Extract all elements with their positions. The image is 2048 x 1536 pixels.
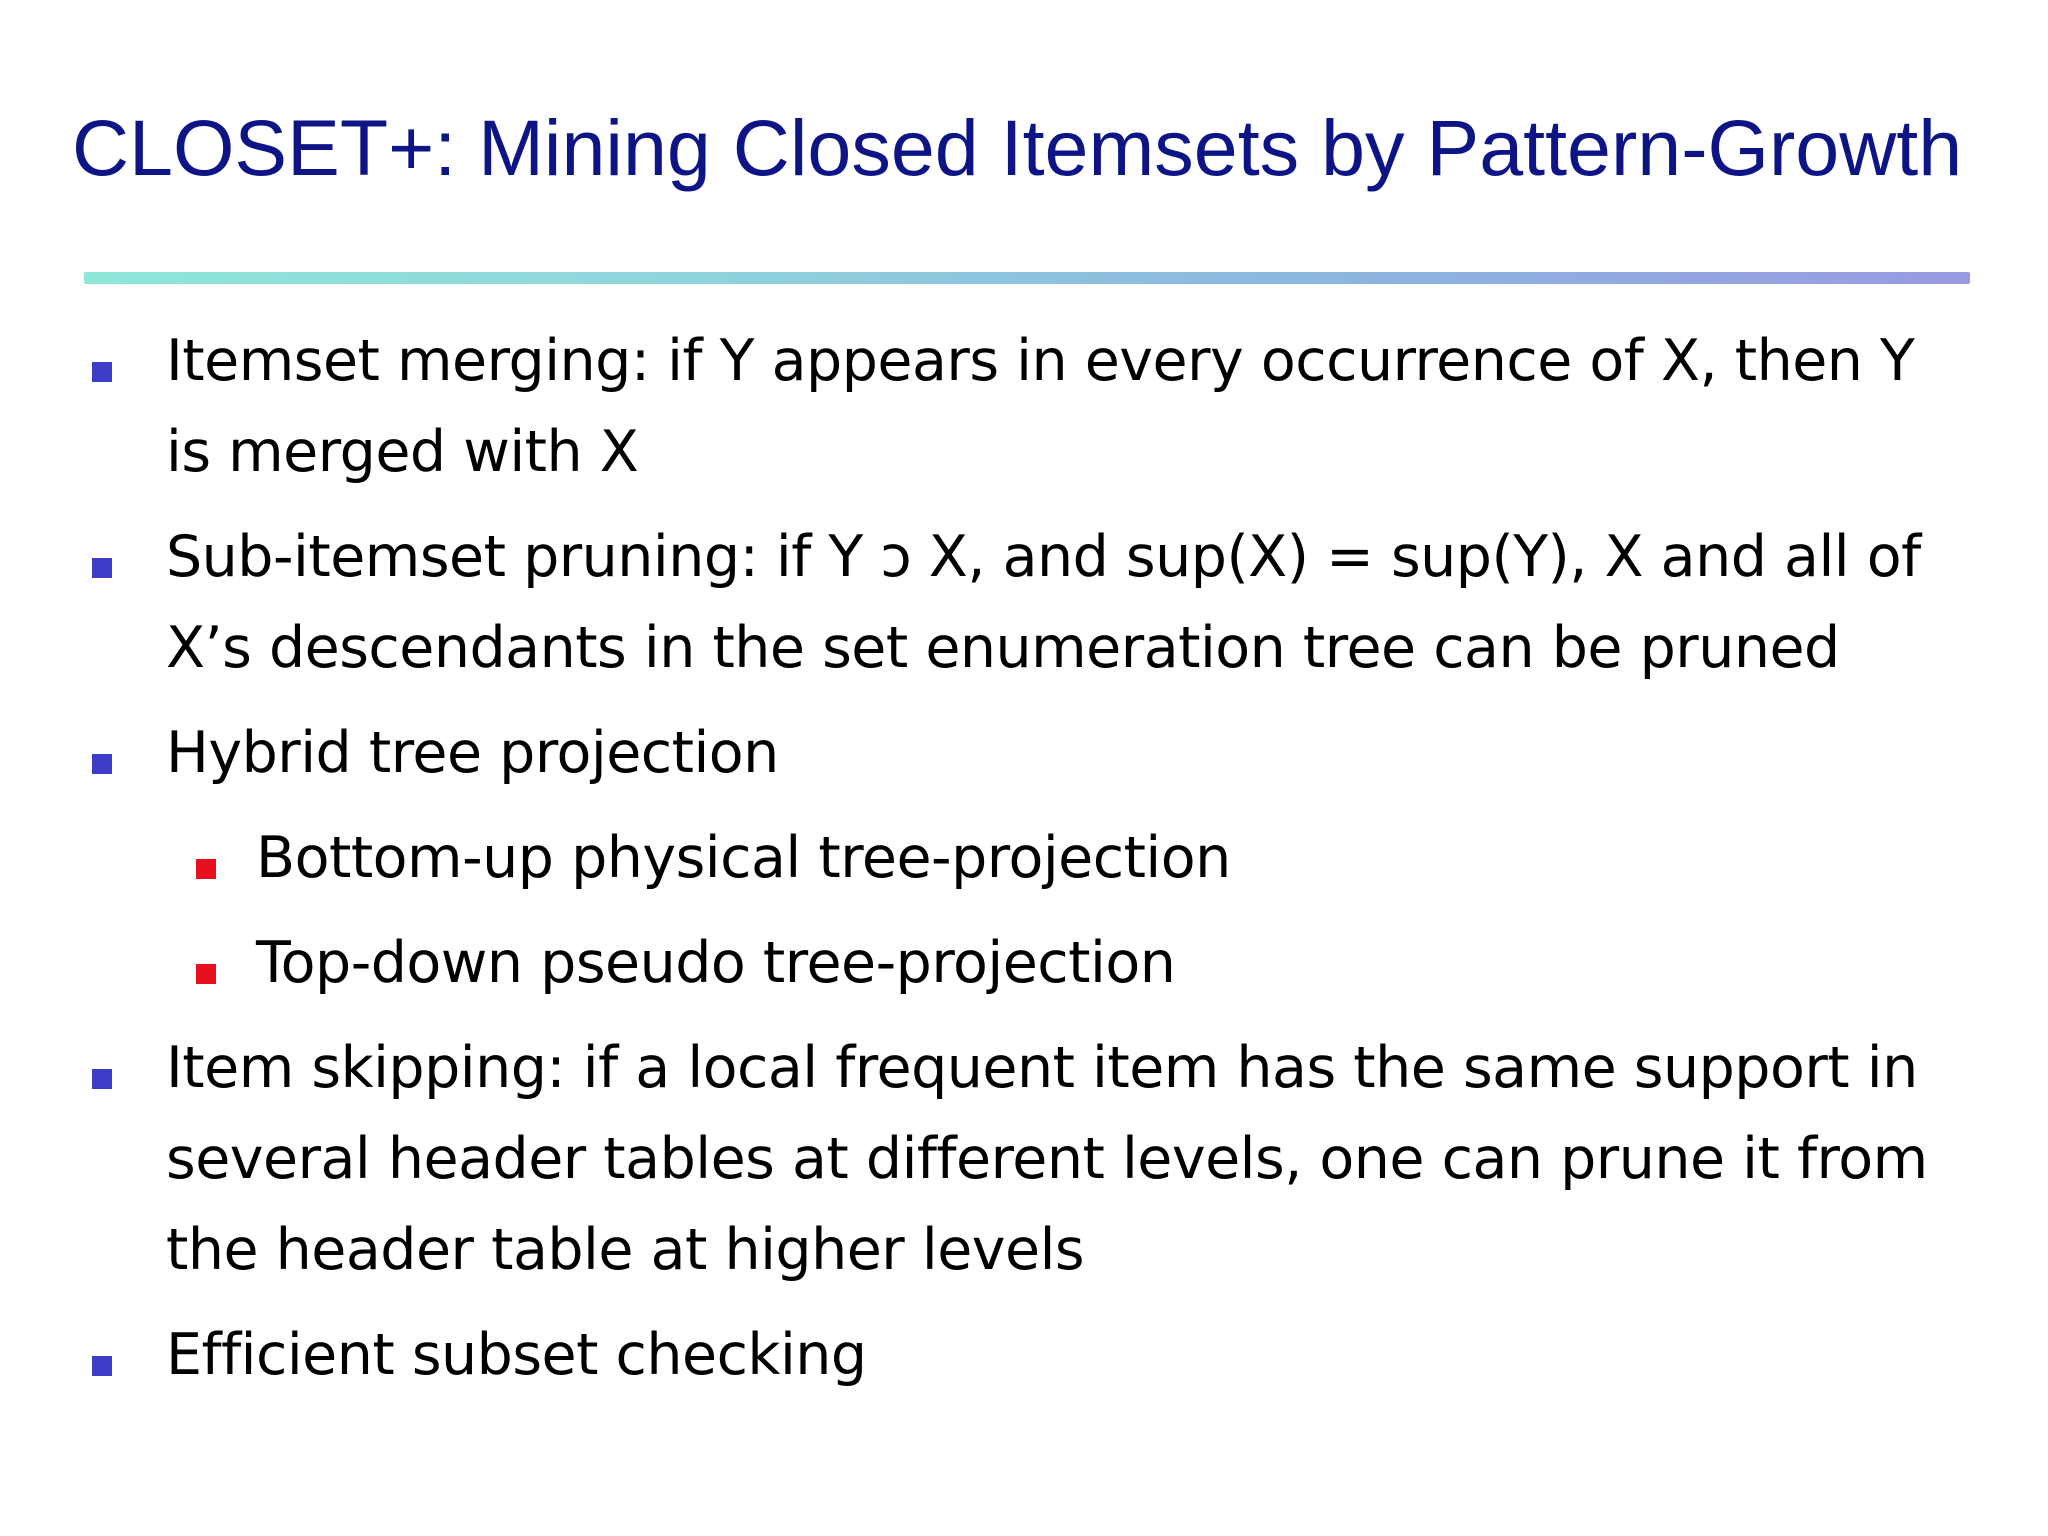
square-bullet-icon [92,1356,112,1376]
bullet-text: Itemset merging: if Y appears in every occurrence of X, then Y is merged with X [166,328,1915,485]
square-sub-bullet-icon [196,859,216,879]
bullet-text: Hybrid tree projection [166,720,779,786]
square-bullet-icon [92,362,112,382]
title-divider [84,272,1970,284]
sub-bullet-item [84,813,1964,904]
bullet-text: Efficient subset checking [166,1322,867,1388]
bullet-list [84,316,1964,1415]
bullet-item [84,1023,1964,1296]
slide-title: CLOSET+: Mining Closed Itemsets by Pattern-Growth [72,103,1963,192]
square-bullet-icon [92,558,112,578]
bullet-item [84,316,1964,498]
bullet-item [84,1310,1964,1401]
bullet-text: Item skipping: if a local frequent item has the same support in several header tables at different levels, one can prune it from the header table at higher levels [166,1035,1928,1283]
sub-bullet-text: Bottom-up physical tree-projection [256,825,1231,891]
square-sub-bullet-icon [196,964,216,984]
bullet-item [84,512,1964,694]
sub-bullet-text: Top-down pseudo tree-projection [256,930,1176,996]
bullet-text: Sub-itemset pruning: if Y ɔ X, and sup(X) = sup(Y), X and all of X’s descendants in the set enumeration tree can be pruned [166,524,1921,681]
square-bullet-icon [92,1069,112,1089]
bullet-item [84,708,1964,799]
square-bullet-icon [92,754,112,774]
sub-bullet-item [84,918,1964,1009]
